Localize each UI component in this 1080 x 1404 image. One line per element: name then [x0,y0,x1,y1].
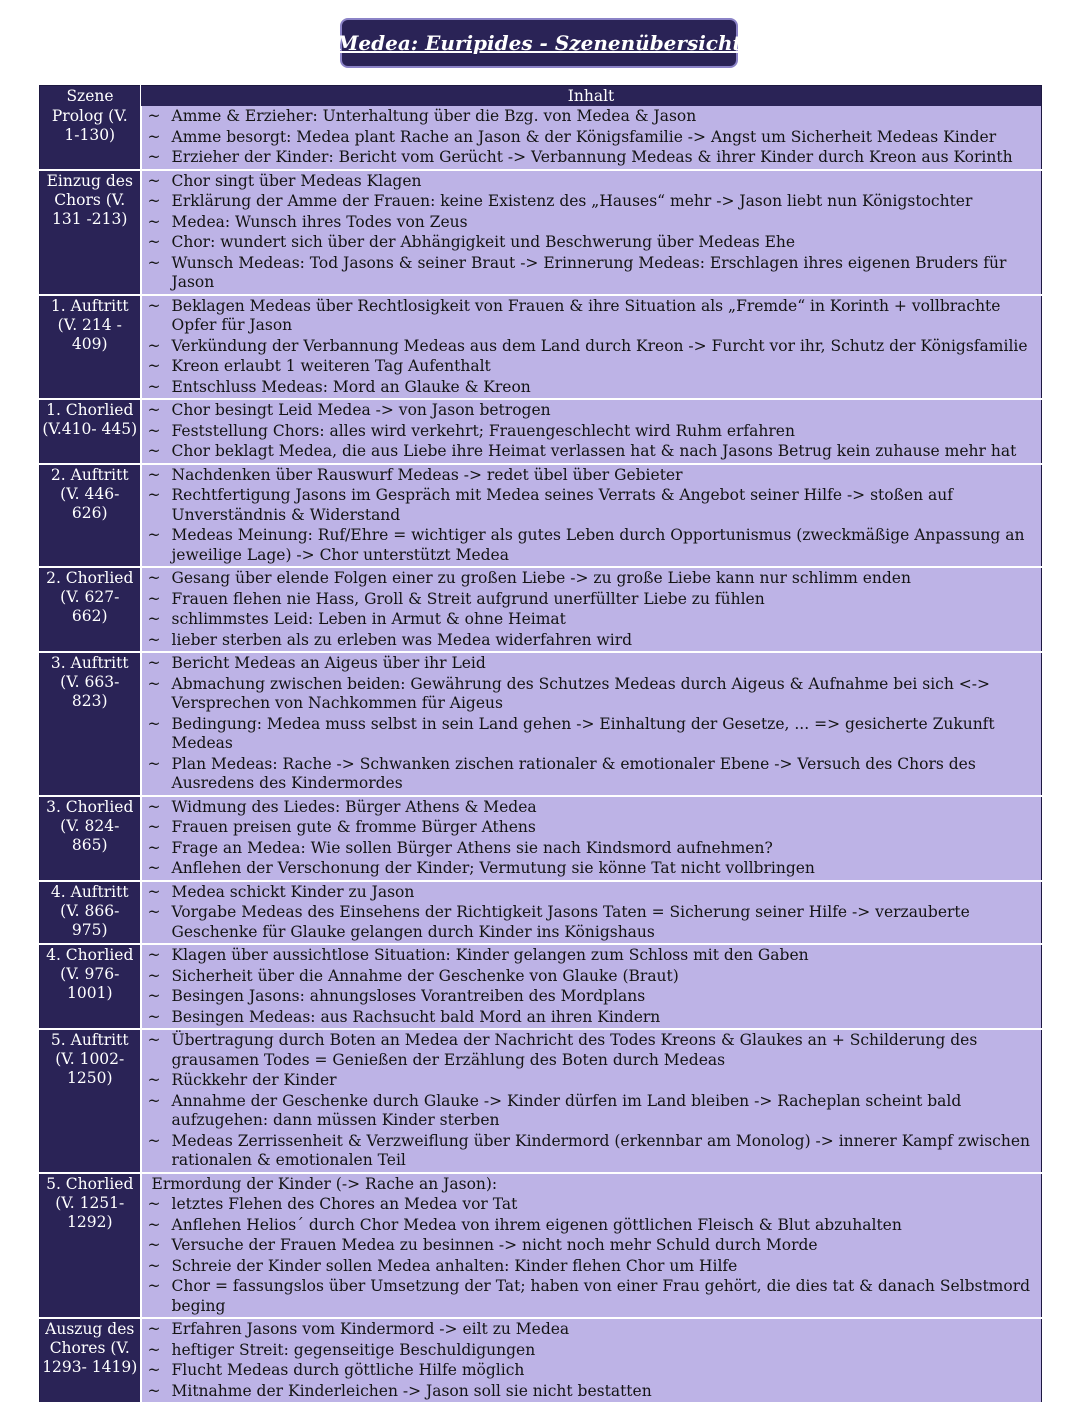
tilde-bullet-icon: ~ [147,654,161,672]
content-bullet-item [148,297,1038,336]
scene-content-cell [141,106,1042,170]
content-bullet-text: Kreon erlaubt 1 weiteren Tag Aufenthalt [171,357,491,375]
content-bullet-text: Übertragung durch Boten an Medea der Nachricht des Todes Kreons & Glaukes an + Schilderung des grausamen Todes = Genießen der Erzählung des Boten durch Medeas [171,1031,978,1069]
scene-name-cell: Prolog (V. 1-130) [40,106,141,170]
tilde-bullet-icon: ~ [147,1320,161,1338]
content-bullet-text: Medea schickt Kinder zu Jason [171,882,415,901]
scene-name-cell: 5. Auftritt (V. 1002- 1250) [40,1029,141,1173]
content-bullet-item [148,1257,1038,1277]
content-bullet-text: Entschluss Medeas: Mord an Glauke & Kreon [171,377,531,396]
tilde-bullet-icon: ~ [147,1236,161,1254]
scene-content-cell [141,652,1042,796]
scene-content-cell [141,944,1042,1029]
tilde-bullet-icon: ~ [147,465,161,484]
table-row [40,1318,1042,1403]
tilde-bullet-icon: ~ [147,148,161,166]
content-bullet-text: Gesang über elende Folgen einer zu großen Liebe -> zu große Liebe kann nur schlimm enden [171,569,911,587]
scene-name-cell: 5. Chorlied (V. 1251- 1292) [40,1173,141,1319]
tilde-bullet-icon: ~ [147,610,161,628]
content-bullet-text: Verkündung der Verbannung Medeas aus dem Land durch Kreon -> Furcht vor ihr, Schutz der Königsfamilie [171,336,1028,355]
content-bullet-text: Frage an Medea: Wie sollen Bürger Athens sie nach Kindsmord aufnehmen? [171,838,773,857]
content-bullet-item [148,254,1038,293]
content-bullet-text: Besingen Jasons: ahnungsloses Vorantreiben des Mordplans [171,987,646,1005]
scene-content-cell [141,796,1042,881]
table-row [40,399,1042,464]
content-bullet-text: Bericht Medeas an Aigeus über ihr Leid [171,654,486,672]
content-bullet-text: heftiger Streit: gegenseitige Beschuldigungen [171,1340,536,1359]
content-bullet-item [148,486,1038,525]
content-bullet-item [148,213,1038,233]
tilde-bullet-icon: ~ [147,838,161,857]
content-bullet-item [148,883,1038,903]
content-bullet-text: Medeas Meinung: Ruf/Ehre = wichtiger als gutes Leben durch Opportunismus (zweckmäßige Anpassung an jeweilige Lage) -> Chor unterstützt Medea [171,526,1025,564]
table-body [40,106,1042,1403]
tilde-bullet-icon: ~ [147,966,161,985]
content-bullet-item [148,1320,1038,1340]
content-intro: Ermordung der Kinder (-> Rache an Jason): [151,1174,498,1193]
table-row [40,106,1042,170]
tilde-bullet-icon: ~ [147,714,161,733]
table-row [40,944,1042,1029]
tilde-bullet-icon: ~ [147,1031,161,1049]
table-row [40,170,1042,295]
content-bullet-text: Amme & Erzieher: Unterhaltung über die Bzg. von Medea & Jason [171,107,697,125]
content-bullet-item [148,818,1038,838]
content-bullet-item [148,675,1038,714]
tilde-bullet-icon: ~ [147,987,161,1005]
tilde-bullet-icon: ~ [147,882,161,901]
content-bullet-item [148,192,1038,212]
content-bullet-item [148,466,1038,486]
content-bullet-item [148,859,1038,879]
content-bullet-text: Chor = fassungslos über Umsetzung der Tat; haben von einer Frau gehört, die dies tat & danach Selbstmord beging [171,1277,1031,1315]
content-bullet-text: Wunsch Medeas: Tod Jasons & seiner Braut -> Erinnerung Medeas: Erschlagen ihres eigenen Bruders für Jason [171,253,1007,291]
content-bullet-item [148,631,1038,651]
content-bullet-item [148,337,1038,357]
content-bullet-item [148,610,1038,630]
content-bullet-item [148,422,1038,442]
table-row [40,295,1042,400]
content-bullet-item [148,1216,1038,1236]
content-bullet-text: Erfahren Jasons vom Kindermord -> eilt zu Medea [171,1320,570,1338]
content-bullet-item [148,987,1038,1007]
content-bullet-text: Rechtfertigung Jasons im Gespräch mit Medea seines Verrats & Angebot seiner Hilfe -> stoßen auf Unverständnis & Widerstand [171,486,954,524]
content-bullet-item [148,569,1038,589]
content-bullet-item [148,1031,1038,1070]
tilde-bullet-icon: ~ [147,630,161,649]
scene-name-cell: Auszug des Chores (V. 1293- 1419) [40,1318,141,1403]
tilde-bullet-icon: ~ [147,674,161,693]
content-bullet-text: Frauen flehen nie Hass, Groll & Streit aufgrund unerfüllter Liebe zu fühlen [171,589,765,608]
scene-content-cell [141,170,1042,295]
content-bullet-item [148,1236,1038,1256]
content-bullet-text: Klagen über aussichtlose Situation: Kinder gelangen zum Schloss mit den Gaben [171,946,809,964]
table-row [40,1173,1042,1319]
content-bullet-item [148,442,1038,462]
tilde-bullet-icon: ~ [147,253,161,272]
content-bullet-item [148,1092,1038,1131]
content-bullet-item [148,401,1038,421]
content-bullet-text: Versuche der Frauen Medea zu besinnen -> nicht noch mehr Schuld durch Morde [171,1236,818,1254]
tilde-bullet-icon: ~ [147,1277,161,1295]
content-bullet-item [148,1195,1038,1215]
content-bullet-item [148,590,1038,610]
content-bullet-item [148,378,1038,398]
scene-name-cell: 3. Auftritt (V. 663- 823) [40,652,141,796]
tilde-bullet-icon: ~ [147,903,161,921]
tilde-bullet-icon: ~ [147,818,161,836]
tilde-bullet-icon: ~ [147,526,161,544]
tilde-bullet-icon: ~ [147,1381,161,1400]
scene-name-cell: 4. Chorlied (V. 976- 1001) [40,944,141,1029]
content-bullet-item [148,946,1038,966]
table-row [40,567,1042,652]
table-row [40,1029,1042,1173]
content-bullet-text: schlimmstes Leid: Leben in Armut & ohne Heimat [171,610,566,628]
content-bullet-item [148,967,1038,987]
content-bullet-text: Bedingung: Medea muss selbst in sein Land gehen -> Einhaltung der Gesetze, ... => gesicherte Zukunft Medeas [171,714,995,752]
content-bullet-item [148,148,1038,168]
content-bullet-item [148,1132,1038,1171]
scene-content-cell [141,1173,1042,1319]
content-bullet-item [148,233,1038,253]
scene-content-cell [141,295,1042,400]
content-bullet-text: Abmachung zwischen beiden: Gewährung des Schutzes Medeas durch Aigeus & Aufnahme bei sich <-> Versprechen von Nachkommen für Aigeus [171,674,990,712]
content-bullet-item [148,107,1038,127]
content-bullet-text: Vorgabe Medeas des Einsehens der Richtigkeit Jasons Taten = Sicherung seiner Hilfe -> verzauberte Geschenke für Glauke gelangen durch Kinder ins Königshaus [171,903,970,941]
scene-content-cell [141,567,1042,652]
content-bullet-item [148,755,1038,794]
content-bullet-text: Chor besingt Leid Medea -> von Jason betrogen [171,401,551,419]
tilde-bullet-icon: ~ [147,421,161,440]
content-bullet-text: Medea: Wunsch ihres Todes von Zeus [171,212,468,231]
content-bullet-text: Widmung des Liedes: Bürger Athens & Medea [171,797,537,816]
scene-content-cell [141,1029,1042,1173]
content-bullet-item [148,1341,1038,1361]
content-bullet-text: Erzieher der Kinder: Bericht vom Gerücht -> Verbannung Medeas & ihrer Kinder durch Kreon aus Korinth [171,148,1013,166]
tilde-bullet-icon: ~ [147,212,161,231]
tilde-bullet-icon: ~ [147,569,161,587]
tilde-bullet-icon: ~ [147,1361,161,1379]
tilde-bullet-icon: ~ [147,171,161,190]
content-bullet-text: Rückkehr der Kinder [171,1071,337,1089]
content-bullet-item [148,1071,1038,1091]
tilde-bullet-icon: ~ [147,797,161,816]
title-banner [336,18,742,68]
table-header-row [40,86,1042,107]
content-bullet-text: Sicherheit über die Annahme der Geschenke von Glauke (Braut) [171,966,679,985]
scene-table [39,85,1042,1404]
scene-content-cell [141,464,1042,568]
content-bullet-text: Schreie der Kinder sollen Medea anhalten: Kinder flehen Chor um Hilfe [171,1256,738,1275]
content-bullet-text: Mitnahme der Kinderleichen -> Jason soll sie nicht bestatten [171,1381,652,1400]
column-header-scene: Szene [40,86,141,107]
table-row [40,652,1042,796]
content-bullet-item [148,357,1038,377]
tilde-bullet-icon: ~ [147,357,161,375]
content-bullet-text: lieber sterben als zu erleben was Medea widerfahren wird [171,630,633,649]
content-bullet-text: Feststellung Chors: alles wird verkehrt; Frauengeschlecht wird Ruhm erfahren [171,421,795,440]
tilde-bullet-icon: ~ [147,1195,161,1213]
content-bullet-item [148,1277,1038,1316]
page-title: Medea: Euripides - Szenenübersicht [336,31,742,55]
scene-content-cell [141,399,1042,464]
content-bullet-item [148,128,1038,148]
tilde-bullet-icon: ~ [147,127,161,146]
content-bullet-text: Medeas Zerrissenheit & Verzweiflung über Kindermord (erkennbar am Monolog) -> innerer Kampf zwischen rationalen & emotionalen Teil [171,1131,1030,1169]
content-bullet-text: Nachdenken über Rauswurf Medeas -> redet übel über Gebieter [171,465,683,484]
content-bullet-item [148,172,1038,192]
tilde-bullet-icon: ~ [147,1091,161,1110]
content-bullet-text: Plan Medeas: Rache -> Schwanken zischen rationaler & emotionaler Ebene -> Versuch des Chors des Ausredens des Kindermordes [171,754,976,792]
tilde-bullet-icon: ~ [147,442,161,460]
content-bullet-text: Annahme der Geschenke durch Glauke -> Kinder dürfen im Land bleiben -> Racheplan scheint bald aufzugehen: dann müssen Kinder sterben [171,1091,962,1129]
content-bullet-text: Chor: wundert sich über der Abhängigkeit und Beschwerung über Medeas Ehe [171,233,796,251]
content-bullet-item [148,654,1038,674]
content-bullet-text: Anflehen der Verschonung der Kinder; Vermutung sie könne Tat nicht vollbringen [171,859,815,877]
content-bullet-item [148,715,1038,754]
content-bullet-text: Beklagen Medeas über Rechtlosigkeit von Frauen & ihre Situation als „Fremde“ in Korinth + vollbrachte Opfer für Jason [171,296,1001,334]
content-bullet-text: Anflehen Helios´ durch Chor Medea von ihrem eigenen göttlichen Fleisch & Blut abzuhalten [171,1215,902,1234]
scene-name-cell: 1. Auftritt (V. 214 - 409) [40,295,141,400]
content-bullet-item [148,798,1038,818]
tilde-bullet-icon: ~ [147,589,161,608]
tilde-bullet-icon: ~ [147,1256,161,1275]
content-bullet-text: Besingen Medeas: aus Rachsucht bald Mord an ihren Kindern [171,1007,661,1026]
table-row [40,464,1042,568]
scene-name-cell: 2. Chorlied (V. 627- 662) [40,567,141,652]
tilde-bullet-icon: ~ [147,946,161,964]
tilde-bullet-icon: ~ [147,377,161,396]
scene-name-cell: 2. Auftritt (V. 446- 626) [40,464,141,568]
scene-name-cell: 4. Auftritt (V. 866- 975) [40,881,141,945]
scene-content-cell [141,881,1042,945]
scene-name-cell: Einzug des Chors (V. 131 -213) [40,170,141,295]
column-header-content: Inhalt [141,86,1042,107]
tilde-bullet-icon: ~ [147,1007,161,1026]
content-bullet-text: Amme besorgt: Medea plant Rache an Jason & der Königsfamilie -> Angst um Sicherheit Medeas Kinder [171,127,997,146]
content-bullet-text: Frauen preisen gute & fromme Bürger Athens [171,818,536,836]
table-row [40,881,1042,945]
content-bullet-text: Flucht Medeas durch göttliche Hilfe möglich [171,1361,525,1379]
tilde-bullet-icon: ~ [147,336,161,355]
content-bullet-item [148,526,1038,565]
tilde-bullet-icon: ~ [147,1215,161,1234]
tilde-bullet-icon: ~ [147,859,161,877]
tilde-bullet-icon: ~ [147,296,161,315]
content-bullet-item [148,903,1038,942]
content-bullet-item [148,1008,1038,1028]
tilde-bullet-icon: ~ [147,486,161,504]
content-bullet-item [148,839,1038,859]
tilde-bullet-icon: ~ [147,401,161,419]
content-bullet-text: Chor singt über Medeas Klagen [171,171,422,190]
tilde-bullet-icon: ~ [147,1071,161,1089]
content-bullet-text: letztes Flehen des Chores an Medea vor Tat [171,1195,518,1213]
tilde-bullet-icon: ~ [147,192,161,210]
tilde-bullet-icon: ~ [147,754,161,773]
tilde-bullet-icon: ~ [147,107,161,125]
scene-content-cell [141,1318,1042,1403]
content-bullet-text: Chor beklagt Medea, die aus Liebe ihre Heimat verlassen hat & nach Jasons Betrug kein zuhause mehr hat [171,442,1017,460]
content-bullet-text: Erklärung der Amme der Frauen: keine Existenz des „Hauses“ mehr -> Jason liebt nun Königstochter [171,192,973,210]
scene-name-cell: 3. Chorlied (V. 824- 865) [40,796,141,881]
tilde-bullet-icon: ~ [147,1340,161,1359]
content-bullet-item [148,1382,1038,1402]
content-bullet-item [148,1361,1038,1381]
scene-name-cell: 1. Chorlied (V.410- 445) [40,399,141,464]
tilde-bullet-icon: ~ [147,1131,161,1150]
tilde-bullet-icon: ~ [147,233,161,251]
table-row [40,796,1042,881]
